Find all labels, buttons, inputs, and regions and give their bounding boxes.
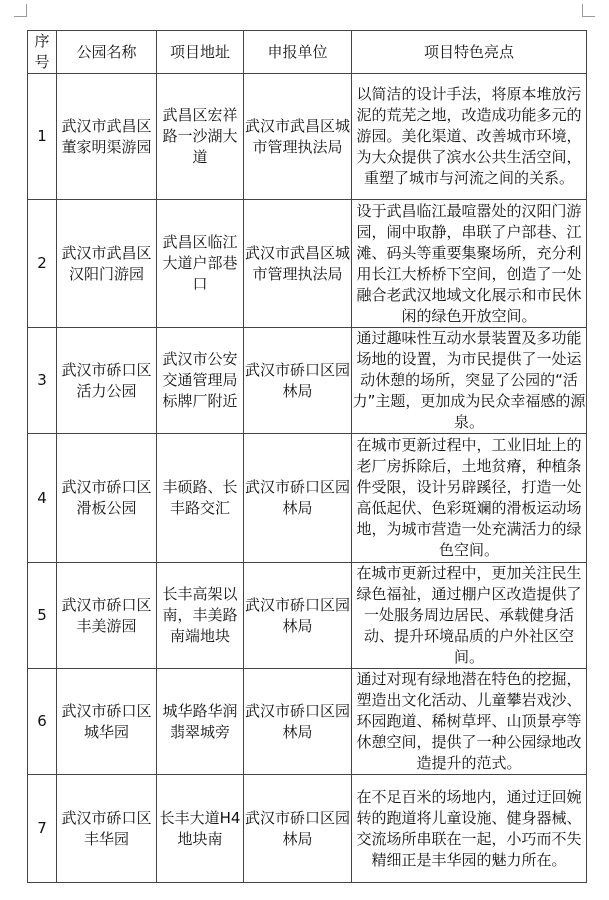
table-row [28,669,587,775]
row-serial-number: 3 [28,328,57,434]
row-project-highlights: 在城市更新过程中，工业旧址上的老厂房拆除后，土地贫瘠，种植条件受限，设计另辟蹊径，打造一处高低起伏、色彩斑斓的滑板运动场地，为城市营造一处充满活力的绿色空间。 [352,434,587,563]
row-park-name: 武汉市硚口区滑板公园 [57,434,157,563]
row-project-highlights: 通过对现有绿地潜在特色的挖掘，塑造出文化活动、儿童攀岩戏沙、环园跑道、稀树草坪、山顶景亭等休憩空间，提供了一种公园绿地改造提升的范式。 [352,669,587,775]
row-project-address: 城华路华润翡翠城旁 [157,669,244,775]
row-park-name: 武汉市武昌区汉阳门游园 [57,200,157,328]
row-project-address: 武昌区宏祥路一沙湖大道 [157,74,244,200]
header-serial-number: 序号 [28,31,57,74]
page-corner-mark-left [14,4,27,17]
row-applicant-unit: 武汉市武昌区城市管理执法局 [244,74,352,200]
row-park-name: 武汉市硚口区丰华园 [57,775,157,883]
row-project-address: 丰硕路、长丰路交汇 [157,434,244,563]
row-project-highlights: 在不足百米的场地内，通过迂回婉转的跑道将儿童设施、健身器械、交流场所串联在一起，小巧而不失精细正是丰华园的魅力所在。 [352,775,587,883]
page-corner-mark-right [582,4,595,17]
row-park-name: 武汉市武昌区董家明渠游园 [57,74,157,200]
row-serial-number: 6 [28,669,57,775]
table-row [28,74,587,200]
row-project-address: 武昌区临江大道户部巷口 [157,200,244,328]
row-serial-number: 1 [28,74,57,200]
row-applicant-unit: 武汉市硚口区园林局 [244,328,352,434]
row-project-highlights: 通过趣味性互动水景装置及多功能场地的设置，为市民提供了一处运动休憩的场所，突显了公园的“活力”主题，更加成为民众幸福感的源泉。 [352,328,587,434]
row-project-address: 长丰大道H4 地块南 [157,775,244,883]
table-row [28,434,587,563]
row-project-highlights: 在城市更新过程中，更加关注民生绿色福祉，通过棚户区改造提供了一处服务周边居民、承载健身活动、提升环境品质的户外社区空间。 [352,563,587,669]
table-row [28,775,587,883]
table-row [28,328,587,434]
header-project-address: 项目地址 [157,31,244,74]
page-top-margin [0,0,609,30]
row-serial-number: 2 [28,200,57,328]
row-applicant-unit: 武汉市硚口区园林局 [244,669,352,775]
row-project-address: 长丰高架以南，丰美路南端地块 [157,563,244,669]
row-applicant-unit: 武汉市硚口区园林局 [244,434,352,563]
table-row [28,563,587,669]
row-serial-number: 4 [28,434,57,563]
row-project-highlights: 以简洁的设计手法，将原本堆放污泥的荒芜之地，改造成功能多元的游园。美化渠道、改善城市环境，为大众提供了滨水公共生活空间，重塑了城市与河流之间的关系。 [352,74,587,200]
row-park-name: 武汉市硚口区丰美游园 [57,563,157,669]
table-row [28,200,587,328]
row-project-address: 武汉市公安交通管理局标牌厂附近 [157,328,244,434]
table-header-row [28,31,587,74]
row-project-highlights: 设于武昌临江最喧嚣处的汉阳门游园，闹中取静，串联了户部巷、江滩、码头等重要集聚场所，充分利用长江大桥桥下空间，创造了一处融合老武汉地域文化展示和市民休闲的绿色开放空间。 [352,200,587,328]
row-serial-number: 5 [28,563,57,669]
row-serial-number: 7 [28,775,57,883]
row-park-name: 武汉市硚口区城华园 [57,669,157,775]
row-applicant-unit: 武汉市硚口区园林局 [244,563,352,669]
header-project-highlights: 项目特色亮点 [352,31,587,74]
row-applicant-unit: 武汉市武昌区城市管理执法局 [244,200,352,328]
row-park-name: 武汉市硚口区活力公园 [57,328,157,434]
header-park-name: 公园名称 [57,31,157,74]
header-applicant-unit: 申报单位 [244,31,352,74]
park-projects-table [27,30,587,883]
row-applicant-unit: 武汉市硚口区园林局 [244,775,352,883]
